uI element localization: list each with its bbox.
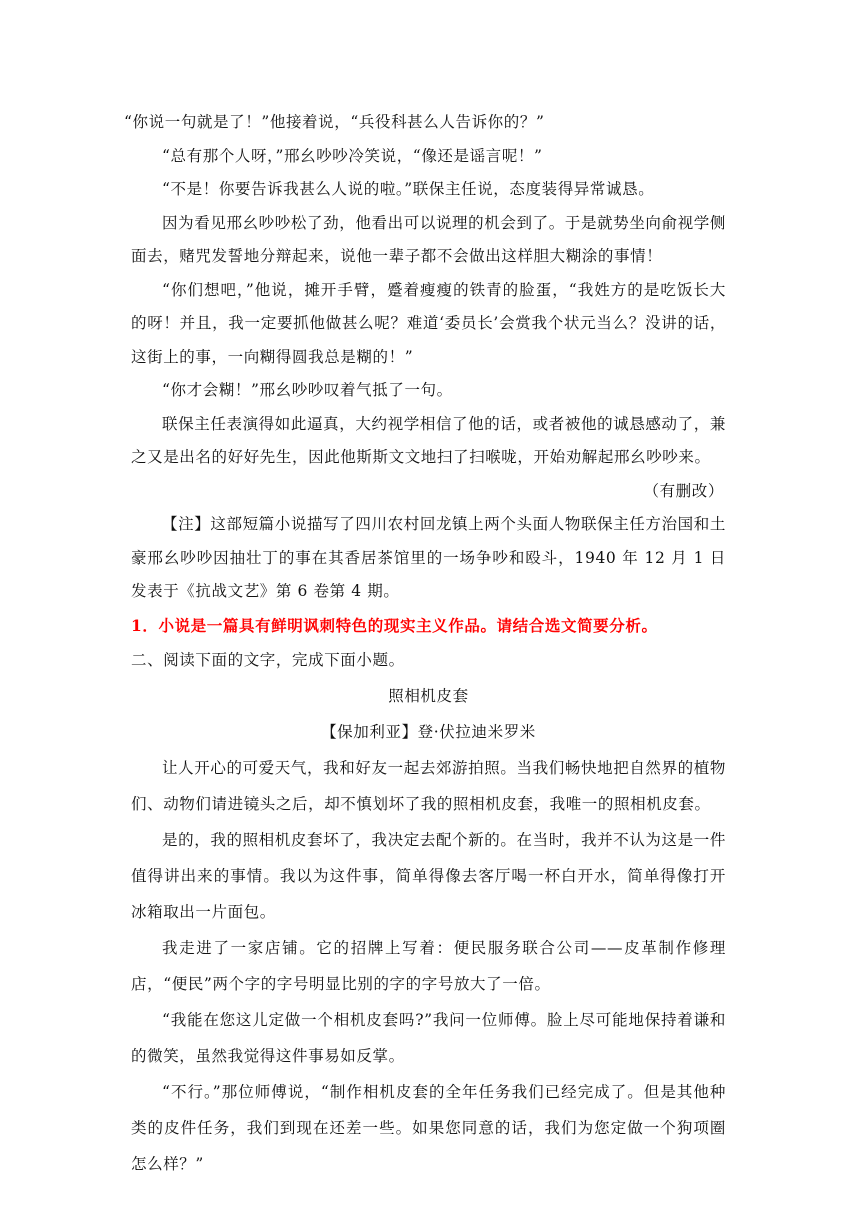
section2-author: 【保加利亚】登·伏拉迪米罗米 — [321, 723, 536, 741]
story1-paragraph-7: 联保主任表演得如此逼真，大约视学相信了他的话，或者被他的诚恳感动了，兼之又是出名的好好先生，因此他斯斯文文地扫了扫喉咙，开始劝解起邢幺吵吵来。 — [131, 414, 726, 466]
story1-paragraph-6: “你才会糊！”邢幺吵吵叹着气抵了一句。 — [162, 381, 453, 399]
section2-heading: 二、阅读下面的文字，完成下面小题。 — [131, 651, 405, 669]
story1-annotation: 【注】这部短篇小说描写了四川农村回龙镇上两个头面人物联保主任方治国和土豪邢幺吵吵因抽壮丁的事在其香居茶馆里的一场争吵和殴斗，1940 年 12 月 1 日发表于《抗战文艺》第 6 卷第 4 期。 — [131, 515, 726, 600]
section2-title: 照相机皮套 — [388, 687, 469, 705]
section2-paragraph-3: 我走进了一家店铺。它的招牌上写着：便民服务联合公司——皮革制作修理店，“便民”两个字的字号明显比别的字的字号放大了一倍。 — [131, 939, 726, 993]
story1-paragraph-2: “总有那个人呀，”邢幺吵吵冷笑说，“像还是谣言呢！” — [162, 146, 543, 165]
question-1: 1．小说是一篇具有鲜明讽刺特色的现实主义作品。请结合选文简要分析。 — [131, 615, 658, 635]
story1-paragraph-5: “你们想吧，”他说，摊开手臂，蹙着瘦瘦的铁青的脸蛋，“我姓方的是吃饭长大的呀！并且，我一定要抓他做甚么呢？难道‘委员长’会赏我个状元当么？没讲的话，这街上的事，一向糊得圆我总是糊的！” — [131, 280, 726, 366]
story1-paragraph-3: “不是！你要告诉我甚么人说的啦。”联保主任说，态度装得异常诚恳。 — [162, 180, 655, 198]
section2-paragraph-4: “我能在您这儿定做一个相机皮套吗?”我问一位师傅。脸上尽可能地保持着谦和的微笑，虽然我觉得这件事易如反掌。 — [131, 1011, 726, 1065]
section2-paragraph-2: 是的，我的照相机皮套坏了，我决定去配个新的。在当时，我并不认为这是一件值得讲出来的事情。我以为这件事，简单得像去客厅喝一杯白开水，简单得像打开冰箱取出一片面包。 — [131, 831, 726, 921]
section2-paragraph-5: “不行。”那位师傅说，“制作相机皮套的全年任务我们已经完成了。但是其他种类的皮件任务，我们到现在还差一些。如果您同意的话，我们为您定做一个狗项圈怎么样？” — [131, 1083, 726, 1173]
section2-paragraph-1: 让人开心的可爱天气，我和好友一起去郊游拍照。当我们畅快地把自然界的植物们、动物们请进镜头之后，却不慎划坏了我的照相机皮套，我唯一的照相机皮套。 — [131, 759, 726, 813]
source-note: （有删改） — [643, 481, 724, 500]
document-content — [124, 106, 726, 1182]
story1-paragraph-4: 因为看见邢幺吵吵松了劲，他看出可以说理的机会到了。于是就势坐向俞视学侧面去，赌咒发誓地分辩起来，说他一辈子都不会做出这样胆大糊涂的事情！ — [131, 213, 726, 265]
story1-paragraph-1: “你说一句就是了！”他接着说，“兵役科甚么人告诉你的？” — [124, 113, 545, 131]
